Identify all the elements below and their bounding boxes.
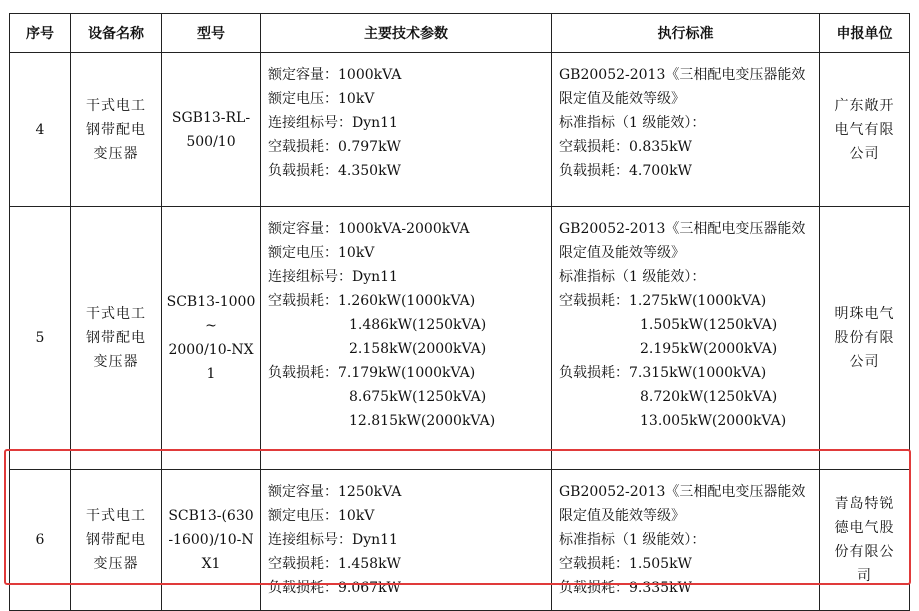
standard-line: 负载损耗：4.700kW (559, 163, 692, 179)
standard-line: GB20052-2013《三相配电变压器能效 (559, 67, 806, 83)
cell-model (162, 207, 261, 470)
model-line: 2000/10-NX (168, 342, 254, 358)
header-params: 主要技术参数 (261, 14, 552, 53)
name-line: 干式电工 (86, 306, 146, 322)
cell-name (71, 53, 162, 207)
cell-unit (820, 207, 910, 470)
cell-params (261, 53, 552, 207)
name-line: 干式电工 (86, 97, 146, 114)
header-model: 型号 (162, 14, 261, 53)
header-unit: 申报单位 (820, 14, 910, 53)
unit-line: 公司 (849, 354, 880, 370)
standard-line: 标准指标（1 级能效）： (559, 269, 706, 285)
param-line: 额定容量：1250kVA (268, 484, 402, 500)
param-line: 空载损耗：1.260kW(1000kVA) (268, 293, 476, 309)
name-line: 钢带配电 (86, 330, 146, 346)
row-number: 6 (35, 532, 45, 548)
param-line: 2.158kW(2000kVA) (349, 341, 487, 357)
model-line: SCB13-(630 (168, 508, 254, 524)
standard-line: 负载损耗：9.335kW (559, 580, 692, 596)
param-line: 额定电压：10kV (268, 508, 375, 524)
cell-unit (820, 470, 910, 611)
standard-line: 8.720kW(1250kVA) (640, 389, 778, 405)
standard-line: 限定值及能效等级》 (559, 91, 685, 107)
model-line: 1 (206, 366, 216, 382)
cell-params (261, 207, 552, 470)
unit-line: 股份有限 (834, 330, 895, 346)
name-line: 变压器 (93, 145, 139, 162)
param-line: 额定电压：10kV (268, 91, 375, 107)
unit-line: 司 (857, 568, 872, 584)
param-line: 连接组标号：Dyn11 (268, 115, 398, 131)
standard-line: 13.005kW(2000kVA) (640, 413, 787, 429)
model-line: -1600)/10-N (168, 532, 254, 548)
standard-line: 1.505kW(1250kVA) (640, 317, 778, 333)
param-line: 负载损耗：9.067kW (268, 580, 401, 596)
header-row (10, 14, 910, 53)
cell-model (162, 53, 261, 207)
param-line: 8.675kW(1250kVA) (349, 389, 487, 405)
standard-line: 限定值及能效等级》 (559, 245, 685, 261)
name-line: 干式电工 (86, 508, 146, 524)
name-line: 变压器 (93, 354, 139, 370)
header-name: 设备名称 (71, 14, 162, 53)
param-line: 空载损耗：1.458kW (268, 556, 401, 572)
cell-standard (552, 53, 820, 207)
table-row (10, 207, 910, 470)
param-line: 额定电压：10kV (268, 245, 375, 261)
param-line: 连接组标号：Dyn11 (268, 532, 398, 548)
standard-line: 限定值及能效等级》 (559, 508, 685, 524)
cell-model (162, 470, 261, 611)
cell-standard (552, 470, 820, 611)
table-row-highlighted (10, 470, 910, 611)
standard-line: 标准指标（1 级能效）： (559, 115, 706, 131)
param-line: 负载损耗：4.350kW (268, 163, 401, 179)
row-number: 5 (35, 330, 45, 346)
unit-line: 份有限公 (834, 544, 895, 560)
cell-no (10, 470, 71, 611)
param-line: 1.486kW(1250kVA) (349, 317, 487, 333)
param-line: 负载损耗：7.179kW(1000kVA) (268, 365, 476, 381)
model-line: X1 (201, 556, 221, 572)
header-no: 序号 (10, 14, 71, 53)
row-number: 4 (35, 121, 45, 138)
name-line: 变压器 (93, 556, 139, 572)
standard-line: 空载损耗：1.275kW(1000kVA) (559, 293, 767, 309)
standard-line: 2.195kW(2000kVA) (640, 341, 778, 357)
header-standard: 执行标准 (552, 14, 820, 53)
unit-line: 德电气股 (834, 520, 895, 536)
standard-line: GB20052-2013《三相配电变压器能效 (559, 484, 806, 500)
cell-name (71, 207, 162, 470)
model-line: SCB13-1000 (166, 294, 256, 310)
standard-line: 负载损耗：7.315kW(1000kVA) (559, 365, 767, 381)
cell-unit (820, 53, 910, 207)
standard-line: 空载损耗：0.835kW (559, 139, 692, 155)
model-line: 500/10 (186, 133, 236, 150)
unit-line: 电气有限 (834, 121, 895, 138)
name-line: 钢带配电 (86, 121, 146, 138)
cell-no (10, 207, 71, 470)
param-line: 额定容量：1000kVA (268, 67, 402, 83)
cell-name (71, 470, 162, 611)
unit-line: 广东敞开 (834, 97, 895, 114)
standard-line: GB20052-2013《三相配电变压器能效 (559, 221, 806, 237)
table-row (10, 53, 910, 207)
param-line: 空载损耗：0.797kW (268, 139, 401, 155)
cell-params (261, 470, 552, 611)
param-line: 连接组标号：Dyn11 (268, 269, 398, 285)
model-line: SGB13-RL- (171, 109, 251, 126)
unit-line: 明珠电气 (834, 306, 895, 322)
equipment-table (9, 13, 910, 611)
unit-line: 青岛特锐 (834, 496, 895, 512)
model-line: ~ (205, 318, 217, 334)
param-line: 12.815kW(2000kVA) (349, 413, 496, 429)
standard-line: 空载损耗：1.505kW (559, 556, 692, 572)
standard-line: 标准指标（1 级能效）： (559, 532, 706, 548)
unit-line: 公司 (849, 145, 880, 162)
param-line: 额定容量：1000kVA-2000kVA (268, 221, 470, 237)
cell-standard (552, 207, 820, 470)
cell-no (10, 53, 71, 207)
name-line: 钢带配电 (86, 532, 146, 548)
